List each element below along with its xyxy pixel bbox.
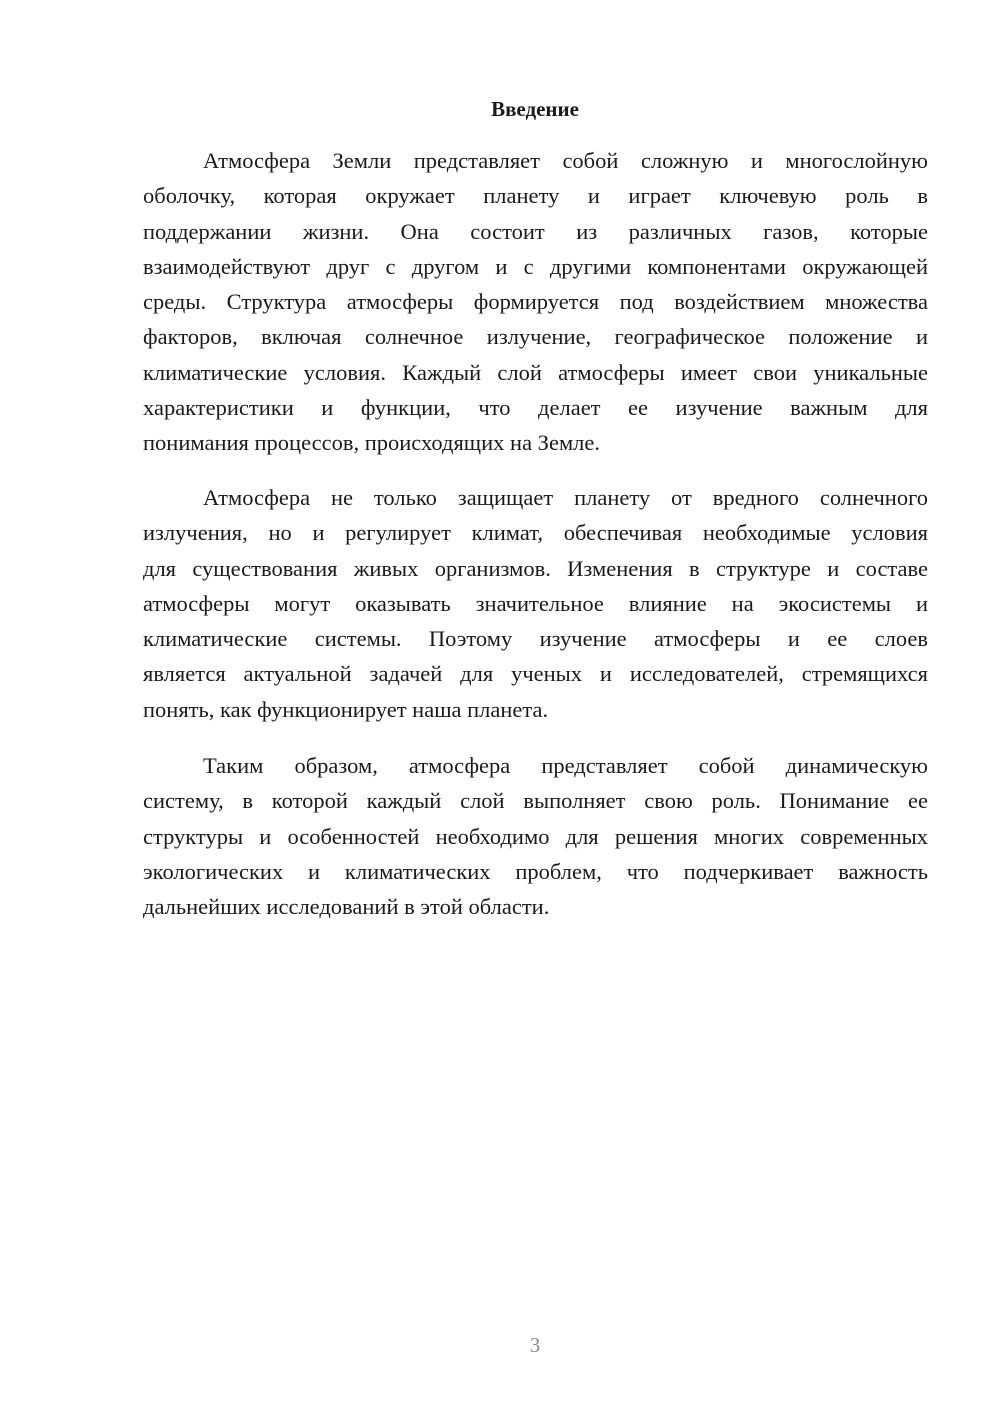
page-number: 3 xyxy=(529,1333,541,1357)
text-line: оболочку, которая окружает планету и играет ключевую роль в xyxy=(143,183,928,209)
text-line: Атмосфера Земли представляет собой сложную и многослойную xyxy=(203,148,928,173)
text-line: дальнейших исследований в этой области. xyxy=(143,894,550,920)
text-line: поддержании жизни. Она состоит из различных газов, которые xyxy=(143,218,928,244)
section-title: Введение xyxy=(491,97,579,121)
text-line: излучения, но и регулирует климат, обеспечивая необходимые условия xyxy=(143,520,928,546)
paragraph-3 xyxy=(143,748,928,924)
text-line: понять, как функционирует наша планета. xyxy=(143,696,549,722)
text-line: характеристики и функции, что делает ее изучение важным для xyxy=(143,395,928,421)
text-line: среды. Структура атмосферы формируется под воздействием множества xyxy=(143,289,928,315)
text-line: является актуальной задачей для ученых и исследователей, стремящихся xyxy=(143,661,928,687)
text-line: структуры и особенностей необходимо для решения многих современных xyxy=(143,823,928,849)
paragraph-1 xyxy=(143,143,928,461)
text-line: атмосферы могут оказывать значительное влияние на экосистемы и xyxy=(143,590,928,616)
text-line: факторов, включая солнечное излучение, географическое положение и xyxy=(143,324,928,350)
text-line: климатические условия. Каждый слой атмосферы имеет свои уникальные xyxy=(143,359,928,385)
text-line: Атмосфера не только защищает планету от вредного солнечного xyxy=(203,485,928,510)
text-line: систему, в которой каждый слой выполняет свою роль. Понимание ее xyxy=(143,788,928,814)
text-line: Таким образом, атмосфера представляет собой динамическую xyxy=(203,753,928,778)
text-line: для существования живых организмов. Изменения в структуре и составе xyxy=(143,555,928,581)
text-line: понимания процессов, происходящих на Земле. xyxy=(143,430,601,456)
paragraph-2 xyxy=(143,480,928,727)
text-line: взаимодействуют друг с другом и с другими компонентами окружающей xyxy=(143,253,928,279)
text-line: экологических и климатических проблем, что подчеркивает важность xyxy=(143,858,928,884)
text-line: климатические системы. Поэтому изучение атмосферы и ее слоев xyxy=(143,626,928,652)
